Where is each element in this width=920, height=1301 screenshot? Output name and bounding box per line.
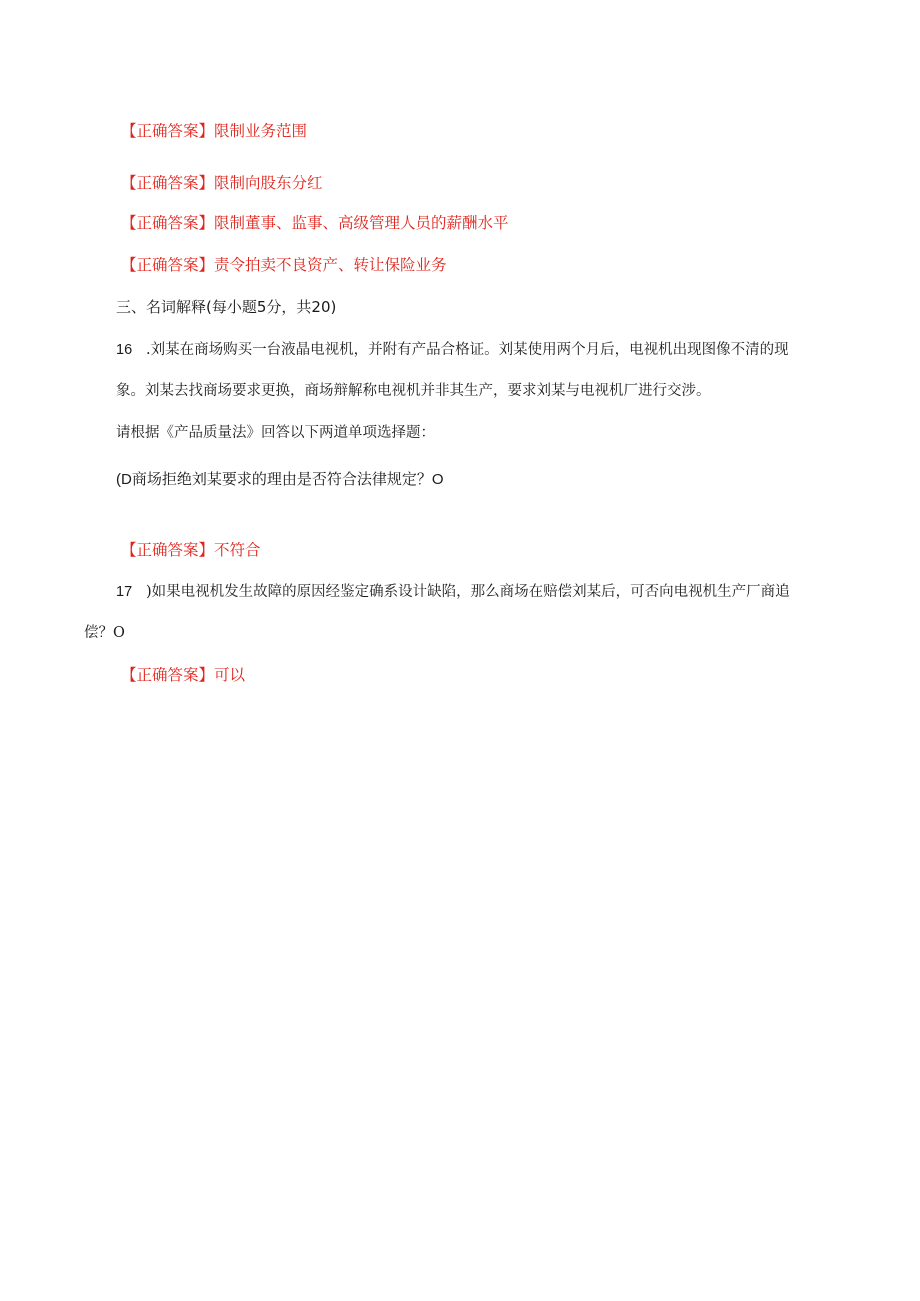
sub-question: (D商场拒绝刘某要求的理由是否符合法律规定？O [116, 471, 444, 488]
answer-line: 【正确答案】限制董事、监事、高级管理人员的薪酬水平 [121, 214, 509, 232]
answer-line: 【正确答案】限制业务范围 [121, 122, 308, 140]
answer-line: 【正确答案】不符合 [121, 541, 261, 559]
answer-line: 【正确答案】责令拍卖不良资产、转让保险业务 [121, 256, 447, 274]
answer-line: 【正确答案】可以 [121, 666, 246, 684]
section-heading: 三、名词解释(每小题5分，共20) [116, 298, 337, 316]
question-number: 17 [116, 584, 133, 600]
answer-line: 【正确答案】限制向股东分红 [121, 174, 323, 192]
question-text: .刘某在商场购买一台液晶电视机，并附有产品合格证。刘某使用两个月后，电视机出现图像不清的现 [146, 342, 789, 358]
question-16-line-1 [116, 340, 789, 360]
question-16-line-2: 象。刘某去找商场要求更换，商场辩解称电视机并非其生产，要求刘某与电视机厂进行交涉。 [116, 383, 711, 399]
question-text: )如果电视机发生故障的原因经鉴定确系设计缺陷，那么商场在赔偿刘某后，可否向电视机生产厂商追 [146, 584, 790, 600]
question-17-line-2: 偿？O [84, 625, 125, 641]
instruction-text: 请根据《产品质量法》回答以下两道单项选择题： [116, 425, 435, 441]
question-number: 16 [116, 342, 133, 358]
question-17-line-1 [116, 582, 790, 602]
